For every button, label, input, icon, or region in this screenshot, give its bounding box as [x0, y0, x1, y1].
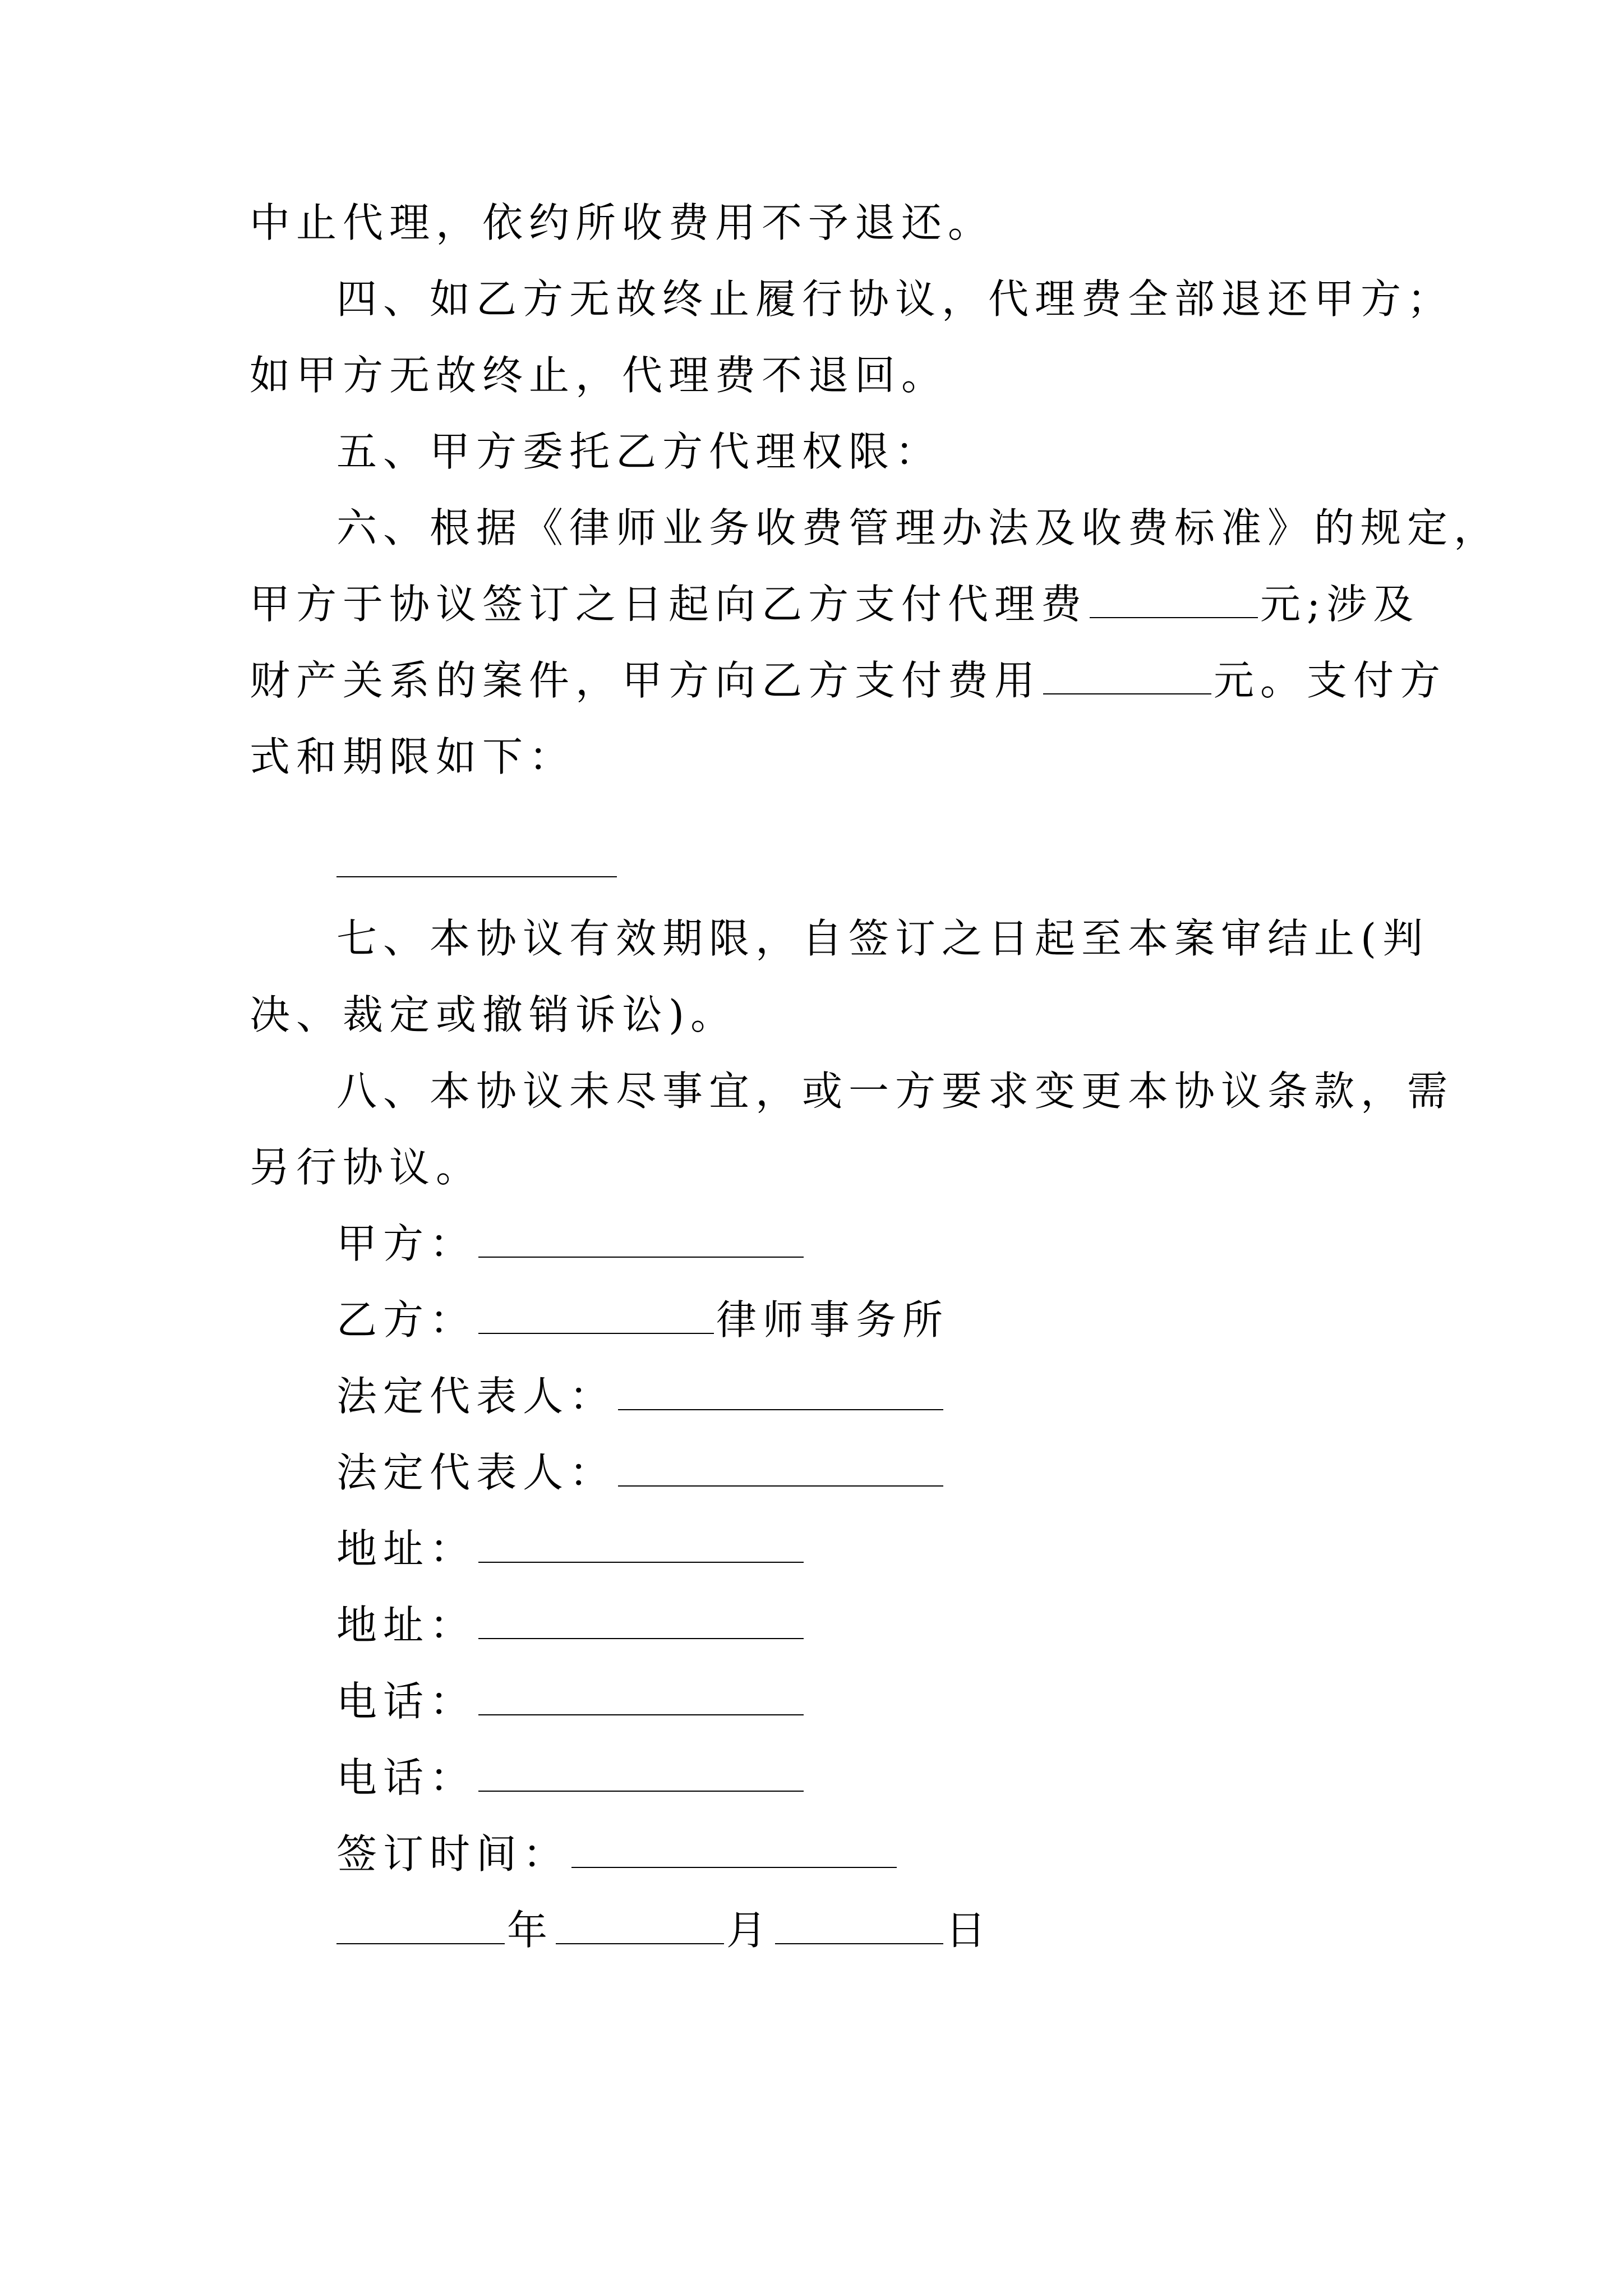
clause-seven: 七、本协议有效期限，自签订之日起至本案审结止(判 [336, 915, 1430, 962]
fee-line [250, 579, 1420, 629]
party-a-line [336, 1218, 1475, 1269]
party-b-blank[interactable] [478, 1299, 714, 1334]
paragraph-line: 另行协议。 [250, 1144, 483, 1191]
address-line [336, 1600, 1475, 1650]
fee-text: 甲方于协议签订之日起向乙方支付代理费 [250, 581, 1088, 628]
address-blank[interactable] [478, 1528, 804, 1563]
legal-rep-label: 法定代表人： [336, 1449, 616, 1496]
legal-rep-line [336, 1447, 1475, 1498]
phone-blank[interactable] [478, 1757, 804, 1792]
party-b-label: 乙方： [336, 1296, 477, 1343]
sign-time-label: 签订时间： [336, 1830, 570, 1878]
clause-five: 五、甲方委托乙方代理权限： [336, 428, 942, 475]
property-fee-blank[interactable] [1043, 660, 1211, 694]
address-label: 地址： [336, 1525, 477, 1572]
legal-rep-line [336, 1371, 1475, 1421]
party-a-label: 甲方： [336, 1220, 477, 1267]
fee-amount-blank[interactable] [1090, 583, 1258, 618]
sign-time-line [336, 1829, 1475, 1879]
phone-label: 电话： [336, 1754, 477, 1801]
address-line [336, 1524, 1475, 1574]
phone-line [336, 1752, 1475, 1803]
party-a-blank[interactable] [478, 1223, 804, 1258]
phone-label: 电话： [336, 1678, 477, 1725]
clause-four: 四、如乙方无故终止履行协议，代理费全部退还甲方； [336, 275, 1454, 323]
day-label: 日 [946, 1907, 993, 1954]
legal-rep-blank[interactable] [618, 1375, 943, 1410]
clause-eight: 八、本协议未尽事宜，或一方要求变更本协议条款，需 [336, 1068, 1454, 1115]
year-label: 年 [507, 1907, 554, 1954]
clause-six: 六、根据《律师业务收费管理办法及收费标准》的规定， [336, 504, 1501, 551]
payment-terms-blank[interactable] [336, 876, 617, 877]
month-blank[interactable] [556, 1910, 724, 1944]
fee-text-suffix: 元;涉及 [1260, 581, 1420, 628]
year-blank[interactable] [336, 1910, 505, 1944]
property-fee-suffix: 元。支付方 [1214, 657, 1447, 704]
address-label: 地址： [336, 1602, 477, 1649]
address-blank[interactable] [478, 1604, 804, 1639]
paragraph-line: 如甲方无故终止，代理费不退回。 [250, 352, 948, 399]
paragraph-line: 决、裁定或撤销诉讼)。 [250, 991, 737, 1038]
legal-rep-blank[interactable] [618, 1452, 943, 1487]
paragraph-line: 中止代理，依约所收费用不予退还。 [250, 199, 995, 246]
property-fee-text: 财产关系的案件，甲方向乙方支付费用 [250, 657, 1041, 704]
paragraph-line: 式和期限如下： [250, 733, 576, 780]
date-line [336, 1905, 1475, 1955]
phone-line [336, 1676, 1475, 1727]
month-label: 月 [726, 1907, 773, 1954]
day-blank[interactable] [775, 1910, 943, 1944]
sign-time-blank[interactable] [571, 1833, 897, 1868]
property-fee-line [250, 655, 1447, 706]
party-b-suffix: 律师事务所 [716, 1296, 949, 1343]
party-b-line [336, 1295, 1475, 1345]
legal-rep-label: 法定代表人： [336, 1373, 616, 1420]
phone-blank[interactable] [478, 1681, 804, 1715]
